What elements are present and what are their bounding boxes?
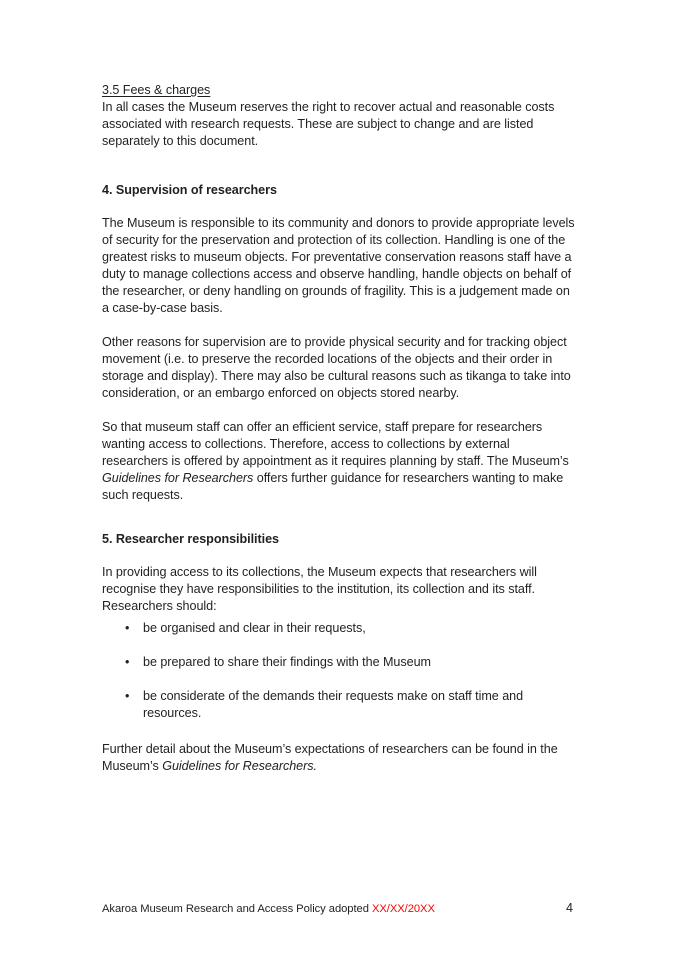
paragraph-supervision-3: [102, 419, 576, 504]
bullet-icon: •: [125, 655, 130, 669]
list-item-label: be organised and clear in their requests,: [143, 621, 366, 635]
spacer: [102, 199, 576, 215]
paragraph-supervision-2: Other reasons for supervision are to provide physical security and for tracking object movement (i.e. to preserve the recorded locations of the objects and their order in storage and display). There may also be cultural reasons such as tikanga to take into consideration, or an embargo enforced on objects stored nearby.: [102, 335, 571, 400]
spacer: [102, 150, 576, 182]
paragraph-responsibilities-intro: In providing access to its collections, the Museum expects that researchers will recognise they have responsibilities to the institution, its collection and its staff. Researchers should:: [102, 565, 537, 613]
bullet-icon: •: [125, 621, 130, 635]
researcher-responsibilities-list: [102, 620, 576, 722]
document-body: [102, 82, 576, 775]
footer-row: [102, 901, 576, 917]
spacer: [102, 402, 576, 419]
bullet-icon: •: [125, 689, 130, 703]
section-heading-responsibilities: 5. Researcher responsibilities: [102, 532, 279, 546]
section-heading-fees: 3.5 Fees & charges: [102, 83, 211, 97]
spacer: [102, 722, 576, 741]
section-responsibilities: [102, 531, 576, 775]
paragraph-supervision-3-text-before: So that museum staff can offer an efficient service, staff prepare for researchers wanting access to collections. Therefore, access to collections by external researchers is offered by appointment as it requires planning by staff. The Museum’s: [102, 420, 569, 468]
list-item: [102, 654, 576, 671]
spacer: [102, 504, 576, 531]
list-item-label: be considerate of the demands their requests make on staff time and resources.: [143, 689, 524, 720]
list-item: [102, 688, 576, 722]
section-fees: [102, 82, 576, 150]
spacer: [102, 548, 576, 564]
section-heading-supervision: 4. Supervision of researchers: [102, 183, 277, 197]
footer-policy-line: [102, 902, 435, 917]
paragraph-fees-1: In all cases the Museum reserves the right to recover actual and reasonable costs associated with research requests. These are subject to change and are listed separately to this document.: [102, 100, 555, 148]
guidelines-for-researchers-title: Guidelines for Researchers.: [162, 759, 317, 773]
list-item: [102, 620, 576, 637]
section-supervision: [102, 182, 576, 504]
page-number: 4: [566, 901, 573, 915]
guidelines-for-researchers-title: Guidelines for Researchers: [102, 471, 254, 485]
footer-adoption-date: XX/XX/20XX: [371, 903, 435, 915]
paragraph-supervision-1: The Museum is responsible to its community and donors to provide appropriate levels of security for the preservation and protection of its collection. Handling is one of the greatest risks to museum objects. For preventative conservation reasons staff have a duty to manage collections access and observe handling, handle objects on behalf of the researcher, or deny handling on grounds of fragility. This is a judgement made on a case-by-case basis.: [102, 216, 575, 315]
list-item-label: be prepared to share their findings with the Museum: [143, 655, 431, 669]
spacer: [102, 317, 576, 334]
paragraph-supervision-3-text-after: offers further guidance for researchers wanting to make such requests.: [102, 471, 564, 502]
page-footer: [102, 901, 576, 917]
footer-policy-text: Akaroa Museum Research and Access Policy adopted: [102, 903, 372, 915]
paragraph-closing-text-before: Further detail about the Museum’s expectations of researchers can be found in the Museum’s: [102, 742, 558, 773]
paragraph-closing: [102, 741, 576, 775]
